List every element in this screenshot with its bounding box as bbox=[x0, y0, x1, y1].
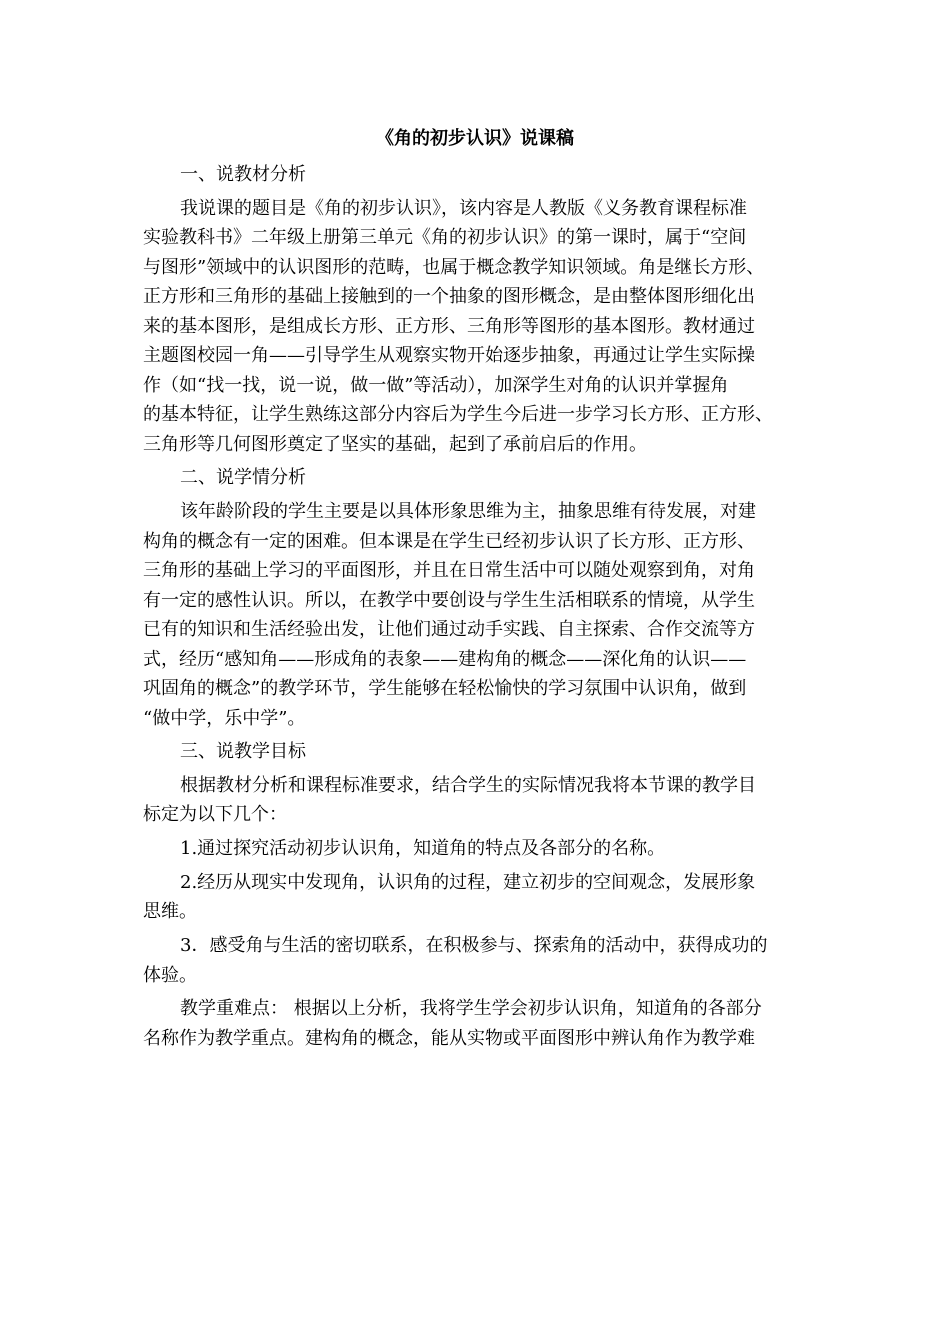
text-line: 式，经历“感知角——形成角的表象——建构角的概念——深化角的认识—— bbox=[143, 648, 747, 670]
text-line: 主题图校园一角——引导学生从观察实物开始逐步抽象，再通过让学生实际操 bbox=[143, 345, 755, 367]
text-line: “做中学，乐中学”。 bbox=[143, 707, 306, 729]
text-line: 的基本特征，让学生熟练这部分内容后为学生今后进一步学习长方形、正方形、 bbox=[143, 404, 773, 426]
text-line: 三角形等几何图形奠定了坚实的基础，起到了承前启后的作用。 bbox=[143, 433, 647, 455]
text-line: 二、说学情分析 bbox=[180, 467, 306, 489]
text-line: 实验教科书》二年级上册第三单元《角的初步认识》的第一课时，属于“空间 bbox=[143, 227, 747, 249]
text-line: 正方形和三角形的基础上接触到的一个抽象的图形概念，是由整体图形细化出 bbox=[143, 286, 755, 308]
text-line: 教学重难点： 根据以上分析，我将学生学会初步认识角，知道角的各部分 bbox=[180, 998, 762, 1020]
document-title: 《角的初步认识》说课稿 bbox=[376, 128, 574, 149]
text-line: 巩固角的概念”的教学环节，学生能够在轻松愉快的学习氛围中认识角，做到 bbox=[143, 678, 747, 700]
text-line: 三、说教学目标 bbox=[180, 741, 306, 763]
text-line: 一、说教材分析 bbox=[180, 164, 306, 185]
text-line: 1.通过探究活动初步认识角，知道角的特点及各部分的名称。 bbox=[180, 838, 666, 860]
text-line: 名称作为教学重点。建构角的概念，能从实物或平面图形中辨认角作为教学难 bbox=[143, 1027, 755, 1049]
text-line: 3．感受角与生活的密切联系，在积极参与、探索角的活动中，获得成功的 bbox=[180, 935, 768, 956]
text-line: 标定为以下几个： bbox=[143, 804, 287, 826]
text-line: 根据教材分析和课程标准要求，结合学生的实际情况我将本节课的教学目 bbox=[180, 774, 756, 796]
text-line: 思维。 bbox=[143, 901, 197, 923]
text-line: 来的基本图形，是组成长方形、正方形、三角形等图形的基本图形。教材通过 bbox=[143, 315, 755, 337]
text-line: 有一定的感性认识。所以，在教学中要创设与学生生活相联系的情境，从学生 bbox=[143, 589, 755, 611]
text-line: 该年龄阶段的学生主要是以具体形象思维为主，抽象思维有待发展，对建 bbox=[180, 501, 756, 523]
text-line: 2.经历从现实中发现角，认识角的过程，建立初步的空间观念，发展形象 bbox=[180, 871, 756, 893]
text-line: 已有的知识和生活经验出发，让他们通过动手实践、自主探索、合作交流等方 bbox=[143, 619, 755, 641]
text-line: 三角形的基础上学习的平面图形，并且在日常生活中可以随处观察到角，对角 bbox=[143, 560, 755, 582]
text-line: 构角的概念有一定的困难。但本课是在学生已经初步认识了长方形、正方形、 bbox=[143, 530, 755, 552]
document-body bbox=[143, 160, 815, 1053]
text-line: 与图形”领域中的认识图形的范畴，也属于概念教学知识领域。角是继长方形、 bbox=[143, 256, 765, 278]
text-line: 我说课的题目是《角的初步认识》，该内容是人教版《义务教育课程标准 bbox=[180, 197, 747, 219]
text-line: 作（如“找一找，说一说，做一做”等活动），加深学生对角的认识并掌握角 bbox=[143, 374, 729, 396]
text-line: 体验。 bbox=[143, 964, 197, 986]
